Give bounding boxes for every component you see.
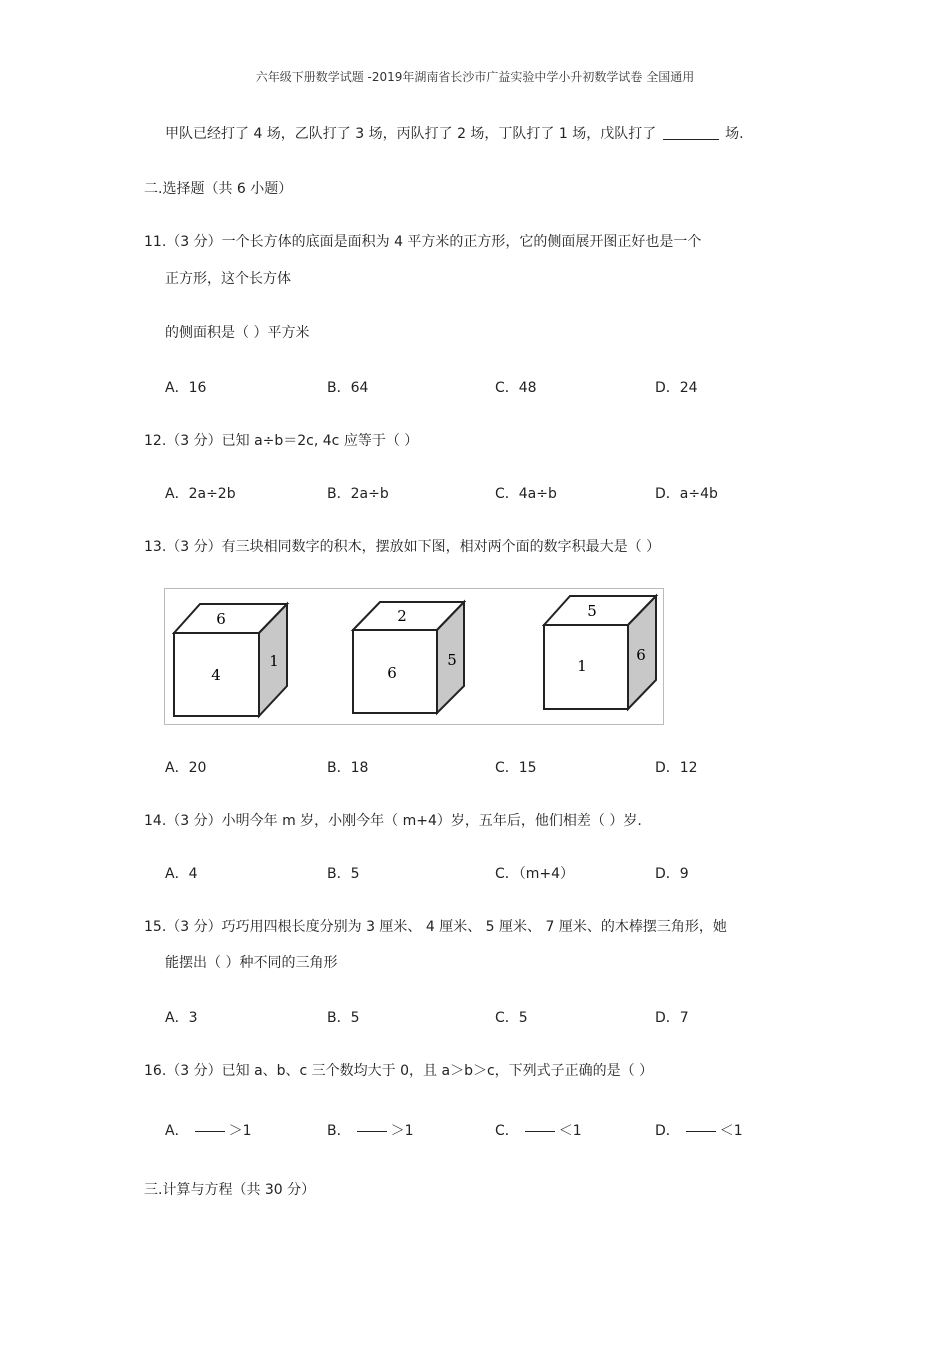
q13-option-d: D．12: [655, 760, 698, 776]
q14-option-c: C．（m+4）: [495, 866, 575, 882]
q12-option-b: B．2a÷b: [327, 486, 389, 502]
q13-stem: 13.（3 分）有三块相同数字的积木，摆放如下图，相对两个面的数字积最大是（ ）: [144, 539, 661, 555]
fraction-bar: [525, 1131, 555, 1132]
q15-option-d: D．7: [655, 1010, 689, 1026]
q11-stem-line-2: 正方形，这个长方体: [165, 271, 291, 287]
q11-stem-line-1: 11.（3 分）一个长方体的底面是面积为 4 平方米的正方形，它的侧面展开图正好也是一个: [144, 234, 702, 250]
q12-stem: 12.（3 分）已知 a÷b＝2c, 4c 应等于（ ）: [144, 433, 419, 449]
cube-2: [353, 602, 464, 713]
cube-3-side-number: 6: [636, 646, 646, 664]
q16-option-c-relation: ＜1: [558, 1123, 582, 1139]
q14-option-b: B．5: [327, 866, 360, 882]
q16-option-a: [165, 1121, 252, 1141]
q16-option-d-relation: ＜1: [719, 1123, 743, 1139]
q16-option-b-relation: ＞1: [390, 1123, 414, 1139]
cube-3-top-number: 5: [587, 602, 597, 620]
cube-3-front-number: 1: [577, 657, 587, 675]
q11-option-a: A．16: [165, 380, 207, 396]
q13-option-a: A．20: [165, 760, 207, 776]
q16-option-d: [655, 1121, 743, 1141]
q11-option-b: B．64: [327, 380, 369, 396]
q16-option-a-letter: A．: [165, 1123, 189, 1139]
q10-text: 甲队已经打了 4 场，乙队打了 3 场，丙队打了 2 场，丁队打了 1 场，戊队打了: [165, 126, 657, 142]
q16-option-a-relation: ＞1: [228, 1123, 252, 1139]
q15-stem-line-2: 能摆出（ ）种不同的三角形: [165, 955, 338, 971]
q16-option-b: [327, 1121, 414, 1141]
q14-option-d: D．9: [655, 866, 689, 882]
q16-option-b-letter: B．: [327, 1123, 351, 1139]
q11-option-d: D．24: [655, 380, 698, 396]
q15-option-a: A．3: [165, 1010, 198, 1026]
cube-3: [544, 596, 656, 709]
cube-2-front-number: 6: [387, 664, 397, 682]
cube-1-front-number: 4: [211, 666, 221, 684]
section-3-title: 三.计算与方程（共 30 分）: [144, 1182, 316, 1198]
cube-2-side-number: 5: [447, 651, 457, 669]
cubes-figure: [164, 588, 664, 725]
cube-1-top-number: 6: [216, 610, 226, 628]
q14-option-a: A．4: [165, 866, 198, 882]
q15-option-c: C．5: [495, 1010, 528, 1026]
q13-option-b: B．18: [327, 760, 369, 776]
cube-1: [174, 604, 287, 716]
q12-option-c: C．4a÷b: [495, 486, 557, 502]
q11-option-c: C．48: [495, 380, 537, 396]
cube-2-top-number: 2: [397, 607, 407, 625]
q12-option-d: D．a÷4b: [655, 486, 718, 502]
q13-option-c: C．15: [495, 760, 537, 776]
q16-option-c: [495, 1121, 582, 1141]
question-10-tail: [165, 124, 744, 144]
q11-stem-line-3: 的侧面积是（ ）平方米: [165, 325, 310, 341]
fraction-bar: [686, 1131, 716, 1132]
q14-stem: 14.（3 分）小明今年 m 岁，小刚今年（ m+4）岁，五年后，他们相差（ ）岁.: [144, 813, 642, 829]
answer-blank: [663, 125, 719, 140]
fraction-bar: [195, 1131, 225, 1132]
fraction-bar: [357, 1131, 387, 1132]
page-header: 六年级下册数学试题 -2019年湖南省长沙市广益实验中学小升初数学试卷 全国通用: [255, 70, 695, 84]
q12-option-a: A．2a÷2b: [165, 486, 236, 502]
section-2-title: 二.选择题（共 6 小题）: [144, 181, 293, 197]
q16-option-c-letter: C．: [495, 1123, 519, 1139]
cubes-svg: [164, 588, 664, 725]
q16-option-d-letter: D．: [655, 1123, 680, 1139]
q15-option-b: B．5: [327, 1010, 360, 1026]
cube-1-side-number: 1: [269, 652, 279, 670]
q10-suffix: 场.: [725, 126, 744, 142]
q15-stem-line-1: 15.（3 分）巧巧用四根长度分别为 3 厘米、 4 厘米、 5 厘米、 7 厘米、的木棒摆三角形，她: [144, 919, 727, 935]
q16-stem: 16.（3 分）已知 a、b、c 三个数均大于 0，且 a＞b＞c，下列式子正确的是（ ）: [144, 1063, 654, 1079]
